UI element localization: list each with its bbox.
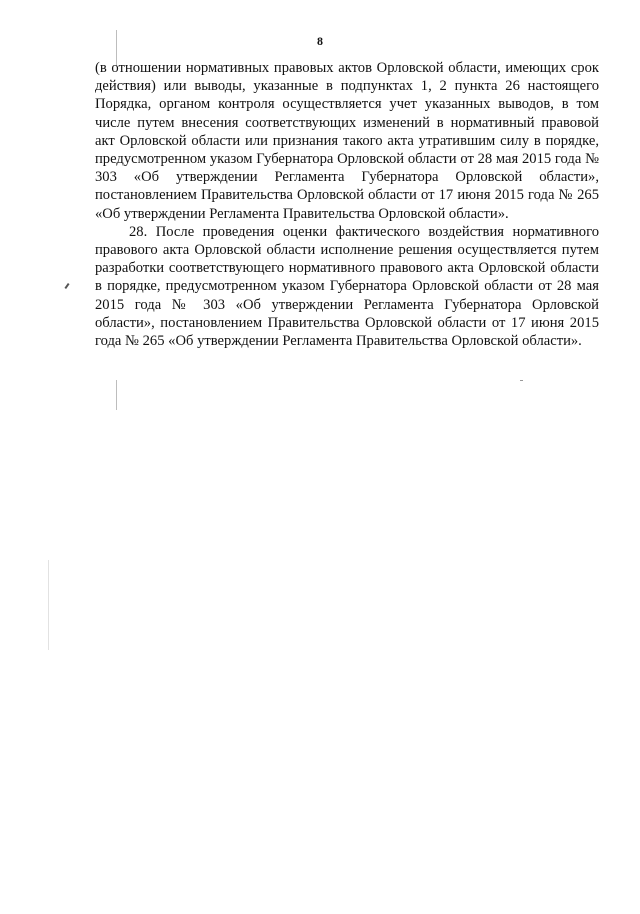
scan-artifact bbox=[116, 380, 117, 410]
scan-artifact bbox=[64, 283, 69, 289]
paragraph-28: 28. После проведения оценки фактического воздействия нормативного правового акта Орловской области исполнение решения осуществляется путем разработки соответствующего нормативного правового акта Орловской области в порядке, предусмотренном указом Губернатора Орловской области от 28 мая 2015 года № 303 «Об утверждении Регламента Губернатора Орловской области», постановлением Правительства Орловской области от 17 июня 2015 года № 265 «Об утверждении Регламента Правительства Орловской области». bbox=[95, 223, 599, 350]
paragraph-continuation: (в отношении нормативных правовых актов Орловской области, имеющих срок действия) или выводы, указанные в подпунктах 1, 2 пункта 26 настоящего Порядка, органом контроля осуществляется учет указанных выводов, в том числе путем внесения соответствующих изменений в нормативный правовой акт Орловской области или признания такого акта утратившим силу в порядке, предусмотренном указом Губернатора Орловской области от 28 мая 2015 года № 303 «Об утверждении Регламента Губернатора Орловской области», постановлением Правительства Орловской области от 17 июня 2015 года № 265 «Об утверждении Регламента Правительства Орловской области». bbox=[95, 60, 599, 222]
scan-artifact bbox=[520, 380, 523, 381]
page-number: 8 bbox=[317, 34, 323, 48]
document-body bbox=[95, 59, 599, 350]
scan-artifact bbox=[48, 560, 49, 650]
